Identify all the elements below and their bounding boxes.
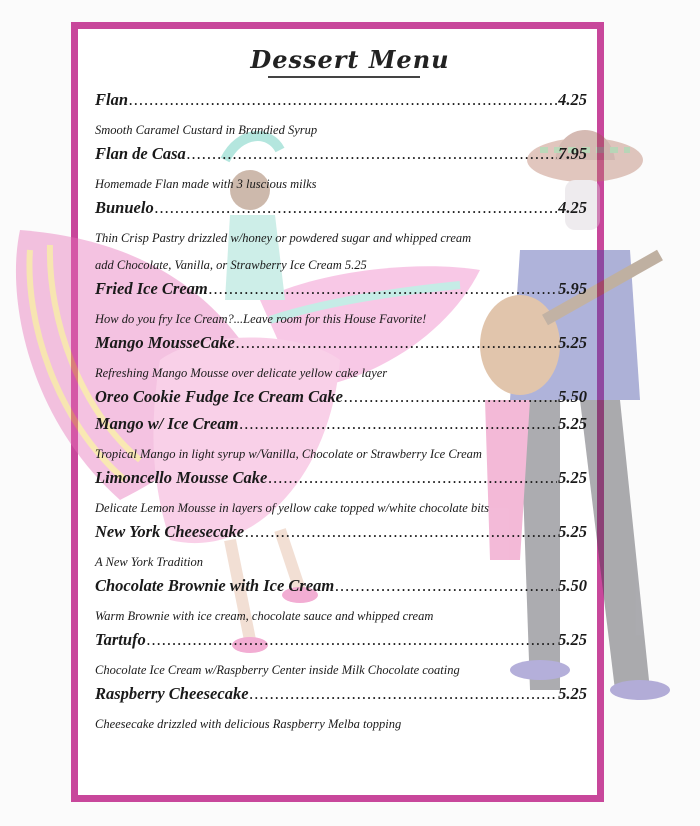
- menu-item-line: [95, 144, 587, 171]
- menu-item: [95, 387, 587, 414]
- menu-title-underline: [268, 76, 420, 78]
- dot-leader: [344, 387, 557, 407]
- menu-item-name: Fried Ice Cream: [95, 279, 208, 298]
- menu-item-name: Flan de Casa: [95, 144, 186, 163]
- menu-item-price: 5.50: [558, 387, 587, 406]
- menu-item-description: Delicate Lemon Mousse in layers of yellow cake topped w/white chocolate bits: [95, 501, 490, 515]
- menu-item-line: [95, 414, 587, 441]
- menu-item-name: Raspberry Cheesecake: [95, 684, 249, 703]
- menu-item-line: [95, 630, 587, 657]
- menu-item: [95, 414, 587, 468]
- menu-item-name: Chocolate Brownie with Ice Cream: [95, 576, 335, 595]
- menu-item-description: Tropical Mango in light syrup w/Vanilla, Chocolate or Strawberry Ice Cream: [95, 447, 482, 461]
- menu-item: [95, 333, 587, 387]
- menu-item-name: Bunuelo: [95, 198, 154, 217]
- menu-item-price: 5.50: [558, 576, 587, 595]
- menu-item: [95, 279, 587, 333]
- menu-item-description: Homemade Flan made with 3 luscious milks: [95, 177, 317, 191]
- menu-item-line: [95, 198, 587, 225]
- menu-item-price: 4.25: [558, 198, 587, 217]
- menu-item-description: A New York Tradition: [95, 555, 204, 569]
- menu-item-description: Warm Brownie with ice cream, chocolate sauce and whipped cream: [95, 609, 434, 623]
- menu-item-name: Oreo Cookie Fudge Ice Cream Cake: [95, 387, 343, 406]
- menu-item-description: How do you fry Ice Cream?...Leave room for this House Favorite!: [95, 312, 427, 326]
- menu-item-description: Thin Crisp Pastry drizzled w/honey or powdered sugar and whipped cream: [95, 231, 472, 245]
- menu-item: [95, 198, 587, 279]
- dot-leader: [129, 90, 557, 110]
- dot-leader: [147, 630, 557, 650]
- menu-item-line: [95, 468, 587, 495]
- dot-leader: [335, 576, 557, 596]
- menu-title: Dessert Menu: [250, 45, 450, 74]
- menu-item-price: 5.25: [558, 333, 587, 352]
- dot-leader: [209, 279, 557, 299]
- dot-leader: [236, 333, 557, 353]
- menu-item: [95, 468, 587, 522]
- menu-item: [95, 144, 587, 198]
- menu-item-description: add Chocolate, Vanilla, or Strawberry Ice Cream 5.25: [95, 258, 367, 272]
- menu-item-name: Limoncello Mousse Cake: [95, 468, 268, 487]
- dot-leader: [239, 414, 557, 434]
- menu-item-price: 5.95: [558, 279, 587, 298]
- menu-item: [95, 576, 587, 630]
- menu-item-price: 5.25: [558, 522, 587, 541]
- dot-leader: [187, 144, 557, 164]
- menu-item-price: 5.25: [558, 468, 587, 487]
- dot-leader: [268, 468, 557, 488]
- menu-item-name: Mango w/ Ice Cream: [95, 414, 239, 433]
- menu-item: [95, 630, 587, 684]
- menu-item-line: [95, 684, 587, 711]
- menu-item-line: [95, 333, 587, 360]
- menu-item-price: 5.25: [558, 630, 587, 649]
- menu-item: [95, 522, 587, 576]
- menu-item-line: [95, 522, 587, 549]
- dot-leader: [245, 522, 557, 542]
- dot-leader: [250, 684, 558, 704]
- dessert-menu-list: [95, 90, 587, 738]
- menu-item-price: 7.95: [558, 144, 587, 163]
- menu-item-line: [95, 576, 587, 603]
- menu-item-price: 5.25: [558, 684, 587, 703]
- menu-item-line: [95, 90, 587, 117]
- dot-leader: [155, 198, 557, 218]
- menu-item-line: [95, 387, 587, 414]
- menu-item-price: 4.25: [558, 90, 587, 109]
- menu-item: [95, 90, 587, 144]
- menu-item-description: Refreshing Mango Mousse over delicate yellow cake layer: [95, 366, 388, 380]
- menu-item-price: 5.25: [558, 414, 587, 433]
- menu-item-description: Cheesecake drizzled with delicious Raspberry Melba topping: [95, 717, 402, 731]
- menu-item-name: Flan: [95, 90, 129, 109]
- mariachi-boot-right: [610, 680, 670, 700]
- menu-item-name: Tartufo: [95, 630, 146, 649]
- menu-item-description: Chocolate Ice Cream w/Raspberry Center inside Milk Chocolate coating: [95, 663, 460, 677]
- menu-item: [95, 684, 587, 738]
- menu-item-line: [95, 279, 587, 306]
- menu-item-name: Mango MousseCake: [95, 333, 235, 352]
- menu-item-name: New York Cheesecake: [95, 522, 245, 541]
- menu-item-description: Smooth Caramel Custard in Brandied Syrup: [95, 123, 318, 137]
